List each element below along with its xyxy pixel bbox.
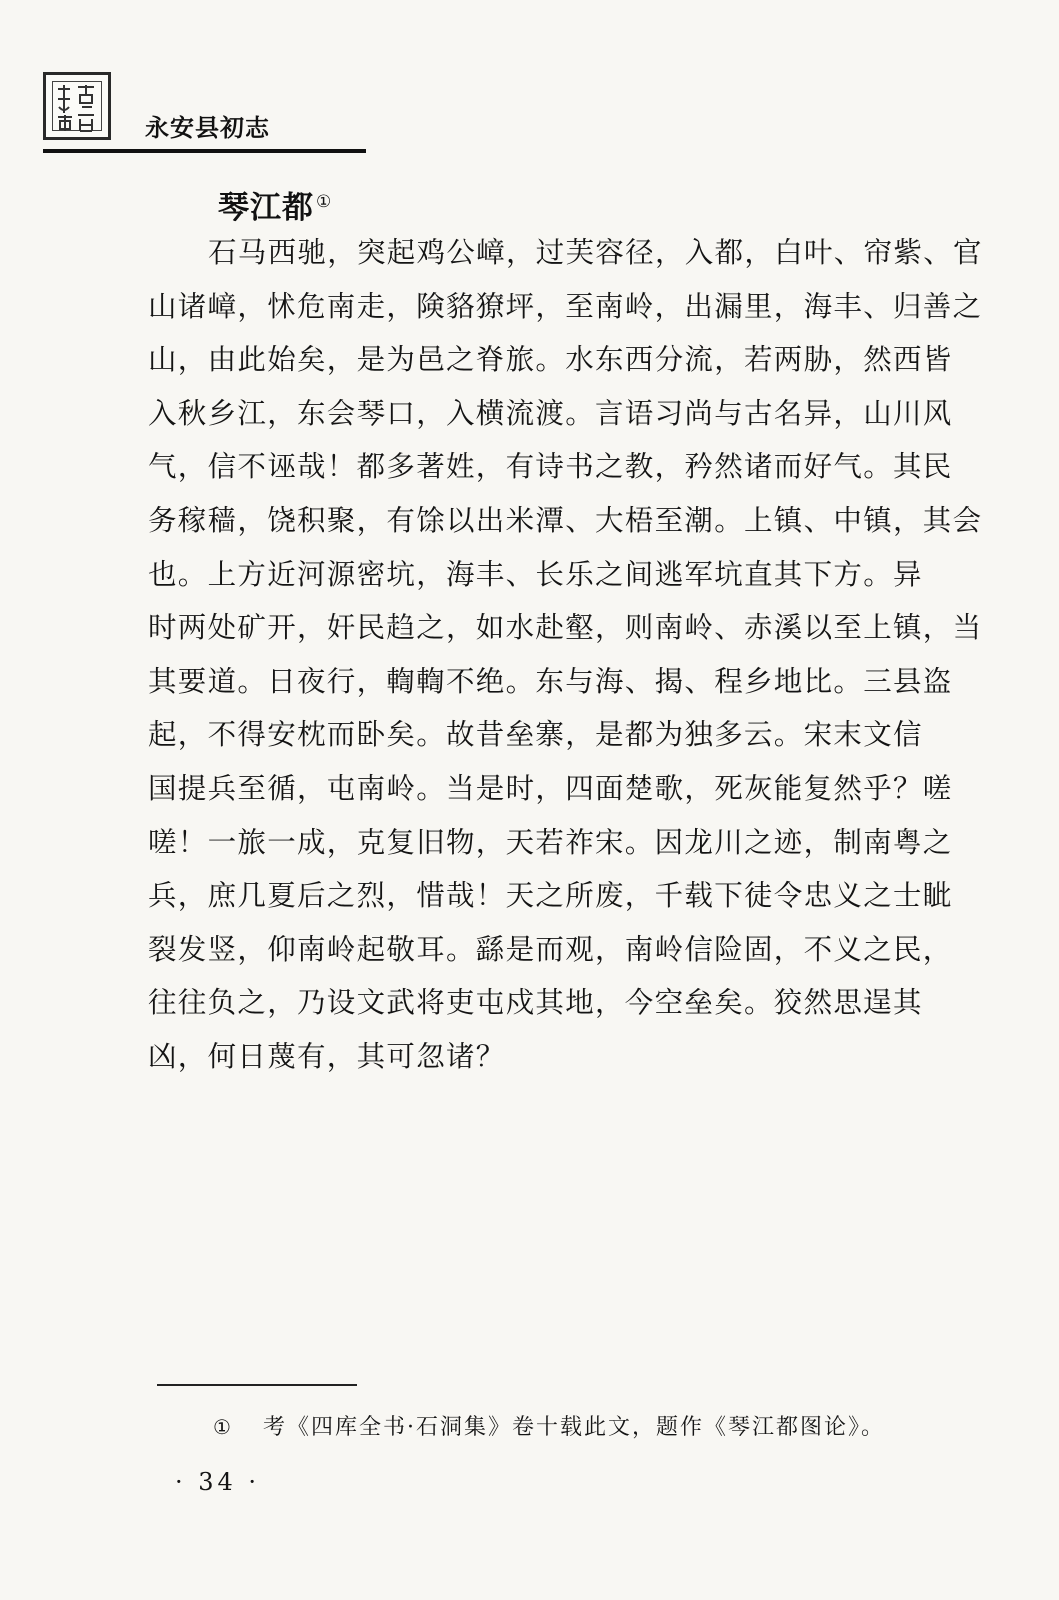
body-line: 凶，何日蔑有，其可忽诸？ — [148, 1039, 506, 1073]
body-line: 嗟！一旅一成，克复旧物，天若祚宋。因龙川之迹，制南粤之 — [148, 825, 953, 859]
section-title — [218, 182, 332, 227]
footnote-mark: ① — [213, 1415, 233, 1439]
body-line: 山诸嶂，怵危南走，険貉獠坪，至南岭，出漏里，海丰、归善之 — [148, 289, 983, 323]
footnote-rule — [157, 1384, 357, 1386]
body-line: 气，信不诬哉！都多著姓，有诗书之教，矜然诸而好气。其民 — [148, 450, 953, 484]
seal-stamp-icon — [43, 72, 111, 140]
header-rule — [43, 149, 366, 153]
body-line: 起，不得安枕而卧矣。故昔垒寨，是都为独多云。宋末文信 — [148, 718, 923, 752]
body-line: 裂发竖，仰南岭起敬耳。繇是而观，南岭信险固，不义之民， — [148, 932, 953, 966]
section-title-text: 琴江都 — [218, 190, 314, 226]
body-line: 入秋乡江，东会琴口，入横流渡。言语习尚与古名异，山川风 — [148, 396, 953, 430]
body-line: 也。上方近河源密坑，海丰、长乐之间逃军坑直其下方。异 — [148, 557, 923, 591]
body-line: 兵，庶几夏后之烈，惜哉！天之所废，千载下徒令忠义之士眦 — [148, 879, 953, 913]
running-title: 永安县初志 — [145, 114, 270, 142]
footnote-reference: ① — [316, 191, 333, 212]
body-line: 国提兵至循，屯南岭。当是时，四面楚歌，死灰能复然乎？嗟 — [148, 771, 953, 805]
footnote — [213, 1410, 885, 1441]
body-line: 其要道。日夜行，輷輷不绝。东与海、揭、程乡地比。三县盗 — [148, 664, 953, 698]
body-line: 时两处矿开，奸民趋之，如水赴壑，则南岭、赤溪以至上镇，当 — [148, 611, 983, 645]
body-line: 往往负之，乃设文武将吏屯戍其地，今空垒矣。狡然思逞其 — [148, 986, 923, 1020]
footnote-text: 考《四库全书·石洞集》卷十载此文，题作《琴江都图论》。 — [263, 1415, 885, 1440]
body-text — [148, 226, 983, 1084]
body-line: 山，由此始矣，是为邑之脊旅。水东西分流，若两胁，然西皆 — [148, 343, 953, 377]
body-line: 石马西驰，突起鸡公嶂，过芙容径，入都，白叶、帘紫、官 — [208, 236, 983, 269]
body-line: 务稼穑，饶积聚，有馀以出米潭、大梧至潮。上镇、中镇，其会 — [148, 503, 983, 537]
page-number: · 34 · — [175, 1468, 261, 1496]
